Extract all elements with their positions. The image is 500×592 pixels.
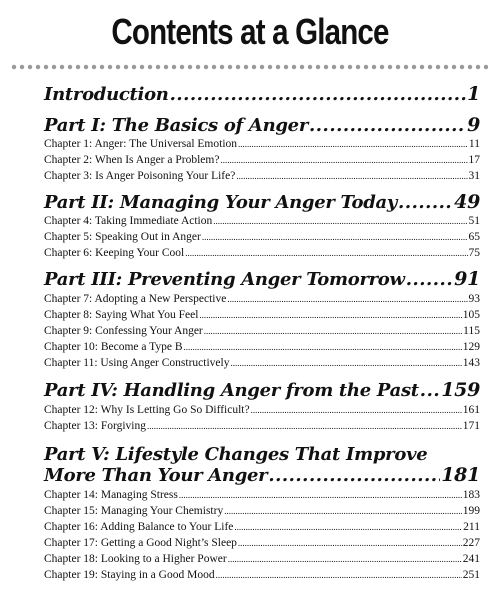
dot-leader [420, 381, 440, 401]
dot-leader [238, 536, 462, 550]
dot-leader [230, 356, 461, 370]
toc-part-2[interactable] [44, 192, 480, 213]
chapter-page: 31 [468, 170, 480, 182]
dot-leader [170, 85, 466, 105]
chapter-label: Chapter 11: Using Anger Constructively [44, 357, 230, 369]
toc-chapter[interactable] [44, 292, 480, 306]
dot-leader [184, 340, 462, 354]
chapter-page: 199 [462, 505, 480, 517]
toc-part-5-label-line1[interactable]: Part V: Lifestyle Changes That Improve [44, 444, 428, 465]
toc-chapter[interactable] [44, 137, 480, 151]
chapter-page: 161 [462, 404, 480, 416]
chapter-label: Chapter 18: Looking to a Higher Power [44, 553, 227, 565]
chapter-page: 211 [463, 521, 480, 533]
toc-chapter[interactable] [44, 504, 480, 518]
chapter-page: 241 [462, 553, 480, 565]
chapter-page: 75 [468, 247, 480, 259]
toc-chapter[interactable] [44, 246, 480, 260]
toc-part-3[interactable] [44, 269, 480, 290]
toc-part-5[interactable] [44, 465, 480, 486]
dot-leader [236, 169, 467, 183]
toc-chapter[interactable] [44, 419, 480, 433]
toc-chapter[interactable] [44, 552, 480, 566]
dot-leader [213, 214, 467, 228]
toc-chapter[interactable] [44, 568, 480, 582]
toc-part-1[interactable] [44, 115, 480, 136]
dot-leader [199, 308, 461, 322]
toc-entry-introduction[interactable] [44, 84, 480, 105]
entry-label: Introduction [44, 84, 169, 105]
chapter-page: 51 [468, 215, 480, 227]
part-page: 49 [454, 191, 480, 213]
toc-chapter[interactable] [44, 340, 480, 354]
chapter-label: Chapter 16: Adding Balance to Your Life [44, 521, 234, 533]
chapter-page: 171 [462, 420, 480, 432]
toc-chapter[interactable] [44, 520, 480, 534]
chapter-label: Chapter 15: Managing Your Chemistry [44, 505, 224, 517]
chapter-label: Chapter 1: Anger: The Universal Emotion [44, 138, 238, 150]
part-label: More Than Your Anger [44, 465, 268, 486]
chapter-label: Chapter 7: Adopting a New Perspective [44, 293, 227, 305]
dot-leader [238, 137, 468, 151]
toc-chapter[interactable] [44, 324, 480, 338]
toc-chapter[interactable] [44, 214, 480, 228]
dot-leader [220, 153, 467, 167]
part-label: Part III: Preventing Anger Tomorrow [44, 269, 405, 290]
dot-leader [179, 488, 462, 502]
part-page: 181 [441, 464, 480, 486]
page-title: Contents at a Glance [111, 11, 389, 52]
chapter-page: 227 [462, 537, 480, 549]
dot-leader [309, 116, 466, 136]
dot-leader [185, 246, 467, 260]
chapter-page: 17 [468, 154, 480, 166]
toc-chapter[interactable] [44, 230, 480, 244]
chapter-page: 93 [468, 293, 480, 305]
part-page: 91 [454, 268, 480, 290]
chapter-page: 105 [462, 309, 480, 321]
chapter-label: Chapter 2: When Is Anger a Problem? [44, 154, 220, 166]
chapter-page: 115 [463, 325, 480, 337]
dot-leader [202, 230, 468, 244]
toc-chapter[interactable] [44, 536, 480, 550]
dot-leader [228, 552, 462, 566]
dot-leader [147, 419, 462, 433]
dot-leader [216, 568, 462, 582]
dotted-divider [10, 64, 488, 70]
dot-leader [227, 292, 467, 306]
part-page: 9 [467, 114, 480, 136]
dot-leader [224, 504, 462, 518]
part-label: Part II: Managing Your Anger Today [44, 192, 398, 213]
chapter-label: Chapter 3: Is Anger Poisoning Your Life? [44, 170, 236, 182]
chapter-label: Chapter 9: Confessing Your Anger [44, 325, 203, 337]
dot-leader [268, 466, 440, 486]
toc-chapter[interactable] [44, 308, 480, 322]
chapter-page: 251 [462, 569, 480, 581]
chapter-label: Chapter 17: Getting a Good Night’s Sleep [44, 537, 237, 549]
dot-leader [406, 270, 453, 290]
part-page: 159 [441, 379, 480, 401]
chapter-page: 143 [462, 357, 480, 369]
dot-leader [234, 520, 462, 534]
chapter-label: Chapter 13: Forgiving [44, 420, 147, 432]
part-label: Part IV: Handling Anger from the Past [44, 380, 419, 401]
toc-chapter[interactable] [44, 356, 480, 370]
dot-leader [398, 193, 453, 213]
chapter-page: 11 [468, 138, 480, 150]
chapter-label: Chapter 8: Saying What You Feel [44, 309, 199, 321]
dot-leader [251, 403, 462, 417]
toc-chapter[interactable] [44, 488, 480, 502]
chapter-label: Chapter 14: Managing Stress [44, 489, 178, 501]
part-label: Part I: The Basics of Anger [44, 115, 309, 136]
toc-chapter[interactable] [44, 169, 480, 183]
chapter-label: Chapter 12: Why Is Letting Go So Difficult? [44, 404, 250, 416]
chapter-page: 65 [468, 231, 480, 243]
toc-chapter[interactable] [44, 403, 480, 417]
chapter-label: Chapter 5: Speaking Out in Anger [44, 231, 201, 243]
chapter-page: 129 [462, 341, 480, 353]
chapter-label: Chapter 6: Keeping Your Cool [44, 247, 185, 259]
dot-leader [204, 324, 462, 338]
chapter-label: Chapter 4: Taking Immediate Action [44, 215, 213, 227]
chapter-label: Chapter 19: Staying in a Good Mood [44, 569, 215, 581]
entry-page: 1 [467, 83, 480, 105]
chapter-label: Chapter 10: Become a Type B [44, 341, 183, 353]
toc-chapter[interactable] [44, 153, 480, 167]
chapter-page: 183 [462, 489, 480, 501]
toc-part-4[interactable] [44, 380, 480, 401]
